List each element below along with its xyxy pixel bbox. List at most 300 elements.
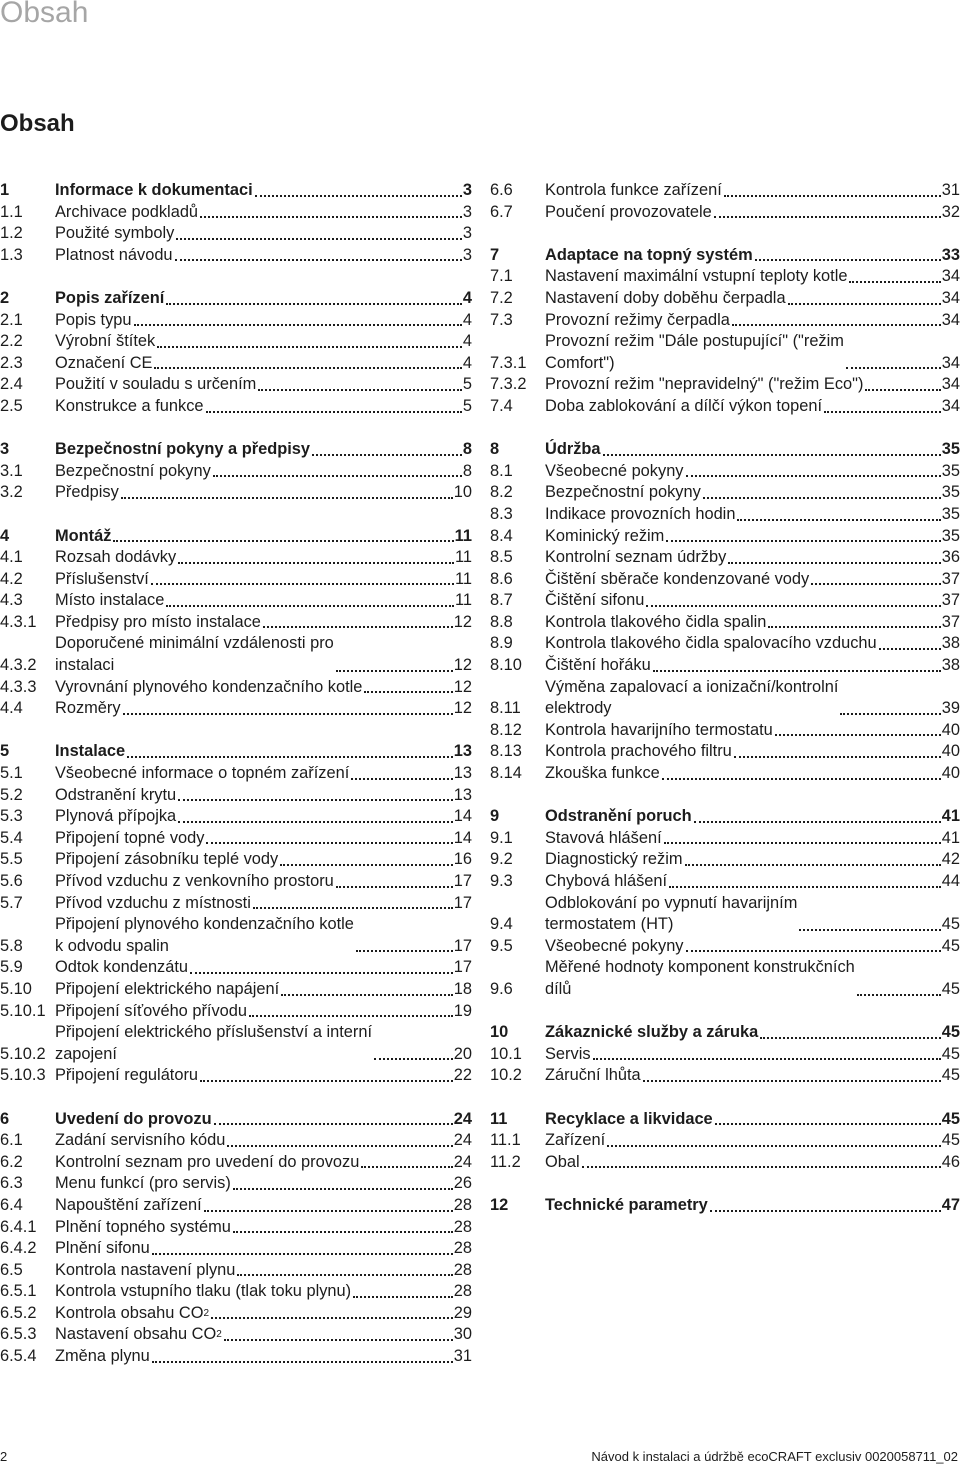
toc-entry-page: 3	[462, 245, 472, 264]
toc-entry-body	[545, 504, 960, 526]
toc-entry-page: 34	[941, 375, 960, 394]
toc-entry-number: 8.6	[490, 569, 513, 588]
toc-entry-title: Kontrola funkce zařízení	[545, 181, 722, 199]
toc-entry-title: Přívod vzduchu z místnosti	[55, 893, 251, 912]
toc-entry-page: 17	[453, 893, 472, 912]
toc-entry-body	[55, 1217, 472, 1239]
toc-entry[interactable]	[0, 310, 472, 332]
footer-document-title: Návod k instalaci a údržbě ecoCRAFT exclusiv 0020058711_02	[591, 1449, 958, 1464]
toc-entry-title: Stavová hlášení	[545, 828, 662, 847]
toc-entry[interactable]	[0, 893, 472, 915]
toc-chapter-entry[interactable]	[490, 806, 960, 828]
toc-entry-number: 2.2	[0, 332, 23, 351]
toc-entry-title: Menu funkcí (pro servis)	[55, 1174, 231, 1193]
toc-entry-number: 9.4	[490, 915, 513, 934]
toc-entry-page: 14	[453, 828, 472, 847]
toc-chapter-entry[interactable]	[490, 1109, 960, 1131]
toc-entry-title: Recyklace a likvidace	[545, 1109, 713, 1128]
toc-entry-title: Obal	[545, 1152, 580, 1171]
toc-entry-body	[545, 288, 960, 310]
toc-entry-title: Instalace	[55, 742, 126, 761]
toc-entry-page: 29	[453, 1303, 472, 1322]
dot-leader	[728, 562, 940, 564]
toc-entry-body	[545, 310, 960, 332]
toc-entry[interactable]	[0, 633, 472, 676]
toc-entry-number: 2.4	[0, 375, 23, 394]
toc-entry[interactable]	[0, 1152, 472, 1174]
dot-leader	[788, 303, 941, 305]
toc-entry[interactable]	[490, 957, 960, 1000]
toc-chapter-entry[interactable]	[0, 180, 472, 202]
toc-entry-number: 8.7	[490, 591, 513, 610]
dot-leader	[233, 1231, 453, 1233]
toc-entry[interactable]	[490, 504, 960, 526]
dot-leader	[593, 1058, 941, 1060]
toc-entry[interactable]	[0, 374, 472, 396]
toc-entry[interactable]	[0, 957, 472, 979]
dot-leader	[249, 1015, 453, 1017]
toc-entry-number: 5.5	[0, 850, 23, 869]
toc-entry[interactable]	[490, 396, 960, 418]
toc-entry-number: 6.7	[490, 202, 513, 221]
toc-entry-body	[545, 439, 960, 461]
dot-leader	[734, 756, 941, 758]
toc-entry-page: 13	[453, 785, 472, 804]
toc-entry[interactable]	[0, 1065, 472, 1087]
toc-entry-body	[545, 590, 960, 612]
toc-chapter-entry[interactable]	[0, 1109, 472, 1131]
dot-leader	[865, 389, 940, 391]
toc-entry-page: 47	[941, 1195, 960, 1214]
dot-leader	[685, 864, 941, 866]
toc-entry-number: 9.5	[490, 936, 513, 955]
toc-entry-body	[545, 547, 960, 569]
toc-entry-number: 10	[490, 1023, 509, 1042]
dot-leader	[178, 821, 453, 823]
toc-entry-body	[55, 526, 472, 548]
dot-leader	[123, 713, 453, 715]
toc-entry-page: 31	[453, 1347, 472, 1366]
toc-entry-page: 45	[941, 1044, 960, 1063]
toc-entry-page: 45	[941, 936, 960, 955]
toc-entry[interactable]	[490, 180, 960, 202]
toc-entry-body	[55, 1195, 472, 1217]
toc-entry[interactable]	[0, 849, 472, 871]
toc-entry-title: Doba zablokování a dílčí výkon topení	[545, 396, 822, 415]
toc-entry-page: 10	[453, 483, 472, 502]
dot-leader	[840, 713, 940, 715]
toc-entry[interactable]	[0, 590, 472, 612]
toc-entry-number: 6.5	[0, 1260, 23, 1279]
dot-leader	[255, 195, 462, 197]
dot-leader	[211, 1317, 453, 1319]
toc-entry-title: Popis zařízení	[55, 288, 165, 307]
toc-entry-body	[55, 1109, 472, 1131]
toc-entry[interactable]	[0, 698, 472, 720]
toc-entry-number: 6.1	[0, 1131, 23, 1150]
toc-entry-number: 8	[490, 440, 500, 459]
dot-leader	[214, 1123, 453, 1125]
toc-entry[interactable]	[0, 1001, 472, 1023]
toc-entry[interactable]	[0, 914, 472, 957]
toc-entry[interactable]	[490, 202, 960, 224]
toc-entry[interactable]	[0, 245, 472, 267]
toc-entry-body	[55, 1260, 472, 1282]
toc-entry[interactable]	[0, 1260, 472, 1282]
dot-leader	[664, 842, 941, 844]
toc-entry-body	[55, 1152, 472, 1174]
toc-entry-body	[55, 785, 472, 807]
toc-entry-page: 34	[941, 353, 960, 372]
toc-entry-number: 8.10	[490, 656, 522, 675]
toc-entry[interactable]	[0, 763, 472, 785]
toc-chapter-entry[interactable]	[0, 439, 472, 461]
toc-entry[interactable]	[0, 1303, 472, 1325]
toc-entry-title: Kontrolní seznam údržby	[545, 548, 727, 567]
toc-entry-page: 45	[941, 1023, 960, 1042]
toc-entry-title: Změna plynu	[55, 1347, 150, 1366]
toc-entry-page: 8	[462, 461, 472, 480]
toc-entry-body	[545, 871, 960, 893]
toc-entry-body	[545, 677, 960, 720]
toc-entry[interactable]	[0, 806, 472, 828]
toc-entry-body	[55, 1303, 472, 1325]
toc-entry-number: 4.3	[0, 591, 23, 610]
toc-entry-number: 3	[0, 440, 10, 459]
toc-entry-number: 4.3.1	[0, 612, 37, 631]
toc-entry[interactable]	[490, 871, 960, 893]
toc-entry-title: Chybová hlášení	[545, 872, 668, 890]
toc-entry-title: Popis typu	[55, 310, 132, 329]
toc-entry[interactable]	[490, 590, 960, 612]
toc-entry-title: Technické parametry	[545, 1195, 708, 1214]
toc-chapter-entry[interactable]	[490, 439, 960, 461]
toc-entry-body	[55, 245, 472, 267]
toc-entry-body	[545, 461, 960, 483]
toc-entry[interactable]	[0, 1217, 472, 1239]
dot-leader	[206, 411, 462, 413]
toc-entry-body	[55, 612, 472, 634]
toc-entry-body	[545, 1065, 960, 1087]
toc-entry[interactable]	[490, 936, 960, 958]
toc-entry-body	[55, 288, 472, 310]
toc-entry-title: Nastavení doby doběhu čerpadla	[545, 288, 786, 307]
toc-entry-body	[545, 180, 960, 202]
toc-entry-page: 22	[453, 1066, 472, 1085]
toc-entry-page: 11	[454, 569, 472, 588]
toc-entry[interactable]	[490, 288, 960, 310]
toc-entry[interactable]	[490, 612, 960, 634]
toc-entry-body	[55, 202, 472, 224]
toc-section-group	[0, 288, 472, 418]
toc-entry-page: 20	[453, 1044, 472, 1063]
toc-entry-title: Plynová přípojka	[55, 807, 177, 826]
toc-entry[interactable]	[0, 828, 472, 850]
toc-entry-page: 34	[941, 267, 960, 286]
toc-entry-page: 13	[453, 764, 472, 783]
toc-entry[interactable]	[0, 223, 472, 245]
toc-entry-title: Provozní režim "Dále postupující" ("režim Comfort")	[545, 332, 844, 372]
toc-entry[interactable]	[0, 871, 472, 893]
toc-chapter-entry[interactable]	[0, 526, 472, 548]
toc-entry-title: Kontrola tlakového čidla spalovacího vzduchu	[545, 634, 877, 653]
toc-entry[interactable]	[0, 1324, 472, 1346]
toc-entry[interactable]	[490, 741, 960, 763]
toc-entry-page: 5	[462, 396, 472, 415]
toc-entry-page: 5	[462, 375, 472, 394]
dot-leader	[846, 367, 941, 369]
toc-section-group	[0, 741, 472, 1087]
dot-leader	[152, 1361, 453, 1363]
toc-entry[interactable]	[0, 1130, 472, 1152]
toc-section-group	[0, 1109, 472, 1368]
toc-entry[interactable]	[0, 677, 472, 699]
toc-entry-body	[545, 1109, 960, 1131]
toc-entry-number: 2.5	[0, 396, 23, 415]
toc-entry[interactable]	[0, 1195, 472, 1217]
toc-chapter-entry[interactable]	[490, 1022, 960, 1044]
toc-entry-body	[55, 590, 472, 612]
toc-entry-number: 2	[0, 288, 10, 307]
toc-entry-number: 9	[490, 807, 500, 826]
toc-entry[interactable]	[490, 1044, 960, 1066]
dot-leader	[233, 1188, 453, 1190]
toc-entry[interactable]	[0, 785, 472, 807]
toc-entry[interactable]	[490, 526, 960, 548]
toc-entry-title: Bezpečnostní pokyny a předpisy	[55, 440, 311, 459]
toc-entry[interactable]	[490, 1065, 960, 1087]
toc-entry-body	[545, 612, 960, 634]
toc-entry-body	[55, 353, 472, 375]
toc-entry-body	[545, 266, 960, 288]
toc-entry[interactable]	[490, 828, 960, 850]
toc-entry-page: 35	[941, 526, 960, 545]
toc-entry[interactable]	[490, 461, 960, 483]
toc-entry-number: 2.1	[0, 310, 23, 329]
toc-entry-page: 19	[453, 1001, 472, 1020]
toc-entry-number: 7.3.1	[490, 353, 527, 372]
toc-entry[interactable]	[490, 849, 960, 871]
dot-leader	[204, 1210, 453, 1212]
toc-entry[interactable]	[490, 1152, 960, 1174]
toc-entry-page: 35	[941, 483, 960, 502]
toc-entry-number: 1	[0, 181, 10, 199]
toc-entry-page: 12	[453, 699, 472, 718]
toc-entry-page: 26	[453, 1174, 472, 1193]
toc-entry[interactable]	[490, 677, 960, 720]
toc-entry-body	[545, 396, 960, 418]
toc-entry[interactable]	[0, 331, 472, 353]
toc-entry-title: Plnění sifonu	[55, 1239, 150, 1258]
toc-entry-title: Kominický režim	[545, 526, 665, 545]
toc-entry-page: 8	[462, 440, 472, 459]
toc-entry-body	[545, 1130, 960, 1152]
toc-entry-number: 6	[0, 1109, 10, 1128]
toc-entry[interactable]	[0, 979, 472, 1001]
dot-leader	[200, 216, 462, 218]
toc-entry-number: 4.3.3	[0, 677, 37, 696]
toc-entry[interactable]	[0, 612, 472, 634]
toc-entry-title: Čištění hořáku	[545, 656, 651, 675]
toc-entry-page: 46	[941, 1152, 960, 1171]
toc-entry-title: Odstranění poruch	[545, 807, 692, 826]
toc-entry-page: 24	[453, 1152, 472, 1171]
toc-entry[interactable]	[490, 720, 960, 742]
toc-entry[interactable]	[0, 482, 472, 504]
toc-entry[interactable]	[0, 1281, 472, 1303]
toc-entry-number: 6.5.4	[0, 1347, 37, 1366]
dot-leader	[166, 605, 454, 607]
toc-entry-title: Kontrola prachového filtru	[545, 742, 732, 761]
toc-entry-body	[55, 633, 472, 676]
dot-leader	[694, 821, 941, 823]
toc-entry-body	[55, 914, 472, 957]
toc-entry-page: 30	[453, 1325, 472, 1344]
toc-entry-page: 40	[941, 742, 960, 761]
toc-chapter-entry[interactable]	[0, 741, 472, 763]
toc-entry-number: 7.4	[490, 396, 513, 415]
toc-entry[interactable]	[0, 202, 472, 224]
toc-entry-title: Všeobecné informace o topném zařízení	[55, 764, 350, 783]
dot-leader	[113, 540, 453, 542]
toc-entry-number: 8.12	[490, 720, 522, 739]
toc-entry-body	[55, 979, 472, 1001]
toc-entry[interactable]	[490, 633, 960, 655]
toc-entry-number: 5.9	[0, 958, 23, 977]
toc-entry-title: Montáž	[55, 526, 112, 545]
toc-entry-number: 5.8	[0, 936, 23, 955]
toc-entry-number: 4.1	[0, 548, 23, 567]
toc-entry-number: 6.4	[0, 1195, 23, 1214]
toc-entry-body	[545, 655, 960, 677]
toc-entry-title: Použité symboly	[55, 224, 175, 243]
toc-entry-page: 14	[453, 807, 472, 826]
page-title: Obsah	[0, 110, 75, 137]
dot-leader	[760, 1037, 941, 1039]
toc-entry-title: Příslušenství	[55, 569, 149, 588]
toc-entry-body	[55, 1173, 472, 1195]
toc-entry-page: 28	[453, 1195, 472, 1214]
toc-entry[interactable]	[490, 655, 960, 677]
toc-section-group	[490, 806, 960, 1000]
toc-entry[interactable]	[490, 893, 960, 936]
toc-entry-title: Čištění sifonu	[545, 591, 645, 610]
toc-entry-title: Kontrola obsahu CO	[55, 1303, 204, 1322]
toc-entry-body	[55, 871, 472, 893]
toc-entry[interactable]	[490, 266, 960, 288]
toc-entry-number: 11	[490, 1109, 508, 1128]
toc-entry-title: Provozní režim "nepravidelný" ("režim Eco")	[545, 375, 864, 394]
toc-chapter-entry[interactable]	[490, 1195, 960, 1217]
toc-entry-page: 12	[453, 612, 472, 631]
toc-entry[interactable]	[490, 310, 960, 332]
toc-entry-page: 18	[453, 979, 472, 998]
toc-entry-number: 9.1	[490, 828, 513, 847]
toc-entry-title: Kontrola nastavení plynu	[55, 1260, 236, 1279]
toc-entry-title: Provozní režimy čerpadla	[545, 310, 730, 329]
toc-entry-title: Všeobecné pokyny	[545, 936, 684, 955]
toc-entry[interactable]	[0, 353, 472, 375]
toc-entry-number: 10.1	[490, 1044, 522, 1063]
toc-entry[interactable]	[490, 331, 960, 374]
footer-page-number: 2	[0, 1449, 8, 1464]
toc-entry-body	[55, 331, 472, 353]
dot-leader	[755, 259, 941, 261]
toc-entry[interactable]	[0, 569, 472, 591]
dot-leader	[151, 583, 454, 585]
toc-entry[interactable]	[490, 547, 960, 569]
toc-entry[interactable]	[0, 547, 472, 569]
toc-entry[interactable]	[490, 482, 960, 504]
toc-entry-title: Bezpečnostní pokyny	[55, 461, 211, 480]
toc-entry-page: 28	[453, 1217, 472, 1236]
toc-entry-title: Kontrola vstupního tlaku (tlak toku plynu)	[55, 1282, 352, 1301]
toc-entry-page: 17	[453, 872, 472, 890]
toc-entry-body	[545, 331, 960, 374]
toc-entry-number: 1.3	[0, 245, 23, 264]
toc-entry-title: Údržba	[545, 440, 601, 459]
toc-entry-body	[55, 547, 472, 569]
toc-entry-page: 12	[453, 677, 472, 696]
toc-chapter-entry[interactable]	[0, 288, 472, 310]
toc-entry[interactable]	[0, 396, 472, 418]
toc-entry[interactable]	[0, 461, 472, 483]
toc-entry-title: Archivace podkladů	[55, 202, 199, 221]
toc-entry-body	[55, 806, 472, 828]
toc-entry[interactable]	[490, 1130, 960, 1152]
toc-section-group	[490, 1195, 960, 1217]
toc-entry-title: Připojení zásobníku teplé vody	[55, 850, 279, 869]
toc-entry[interactable]	[0, 1022, 472, 1065]
toc-entry-title: Odblokování po vypnutí havarijním termostatem (HT)	[545, 893, 798, 934]
toc-entry-body	[55, 1238, 472, 1260]
toc-entry-title: Rozsah dodávky	[55, 548, 177, 567]
toc-entry[interactable]	[0, 1238, 472, 1260]
toc-chapter-entry[interactable]	[490, 245, 960, 267]
dot-leader	[351, 778, 452, 780]
toc-entry-body	[55, 741, 472, 763]
toc-entry-title: Místo instalace	[55, 591, 165, 610]
toc-entry-title: Označení CE	[55, 353, 153, 372]
toc-entry-body	[55, 439, 472, 461]
toc-entry[interactable]	[0, 1346, 472, 1368]
toc-entry-page: 38	[941, 656, 960, 675]
toc-entry-body	[55, 569, 472, 591]
dot-leader	[811, 583, 941, 585]
toc-entry[interactable]	[0, 1173, 472, 1195]
dot-leader	[281, 994, 453, 996]
toc-entry-body	[55, 1346, 472, 1368]
toc-entry[interactable]	[490, 569, 960, 591]
toc-entry[interactable]	[490, 374, 960, 396]
dot-leader	[206, 842, 452, 844]
toc-entry-body	[545, 957, 960, 1000]
toc-entry-number: 8.9	[490, 634, 513, 653]
dot-leader	[582, 1166, 941, 1168]
toc-column-right	[490, 180, 960, 1238]
dot-leader	[178, 562, 454, 564]
dot-leader	[724, 195, 941, 197]
toc-entry-body	[55, 180, 472, 202]
toc-entry-body	[545, 374, 960, 396]
toc-entry-title: Odtok kondenzátu	[55, 958, 189, 977]
toc-entry-body	[55, 374, 472, 396]
toc-entry-number: 5	[0, 742, 10, 761]
toc-entry-body	[545, 828, 960, 850]
toc-entry-page: 45	[941, 979, 960, 998]
toc-entry[interactable]	[490, 763, 960, 785]
dot-leader	[263, 626, 453, 628]
